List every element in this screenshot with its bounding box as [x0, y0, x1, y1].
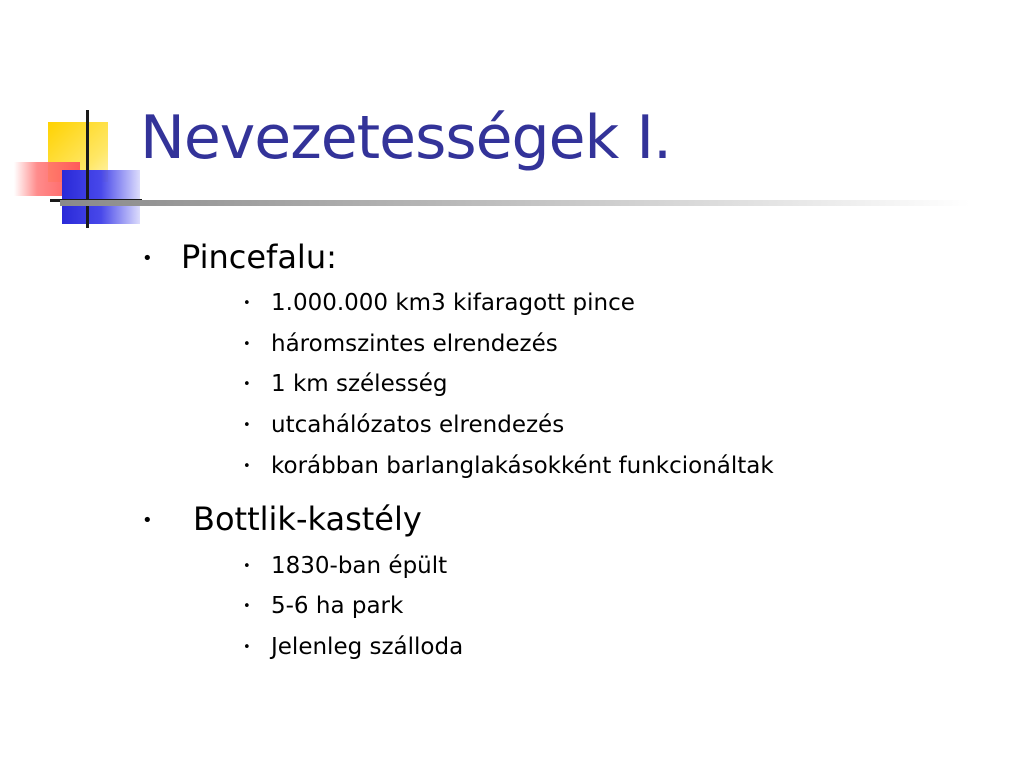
bullet-level2-text: korábban barlanglakásokként funkcionáltak [271, 453, 774, 479]
bullet-level2-text: háromszintes elrendezés [271, 331, 558, 357]
bullet-icon: • [243, 377, 251, 392]
bullet-level2-text: 1830-ban épült [271, 553, 448, 579]
bullet-icon: • [243, 418, 251, 433]
decorative-squares-logo [0, 100, 140, 240]
bullet-level2-text: utcahálózatos elrendezés [271, 412, 565, 438]
bullet-level2-text: Jelenleg szálloda [271, 634, 464, 660]
bullet-icon: • [243, 640, 251, 655]
bullet-level2-text: 5-6 ha park [271, 593, 404, 619]
title-underline [60, 200, 970, 206]
bullet-icon: • [243, 599, 251, 614]
bullet-icon: • [243, 337, 251, 352]
bullet-icon: • [142, 510, 153, 531]
bullet-icon: • [243, 296, 251, 311]
bullet-level1-text: Pincefalu: [181, 238, 337, 276]
bullet-icon: • [243, 559, 251, 574]
bullet-icon: • [142, 248, 153, 269]
slide-title: Nevezetességek I. [140, 103, 672, 173]
vertical-line-shape [86, 110, 89, 228]
bullet-level1-text: Bottlik-kastély [193, 500, 422, 538]
bullet-level2-text: 1 km szélesség [271, 371, 448, 397]
blue-square-shape [62, 170, 140, 224]
bullet-icon: • [243, 459, 251, 474]
bullet-level2-text: 1.000.000 km3 kifaragott pince [271, 290, 635, 316]
